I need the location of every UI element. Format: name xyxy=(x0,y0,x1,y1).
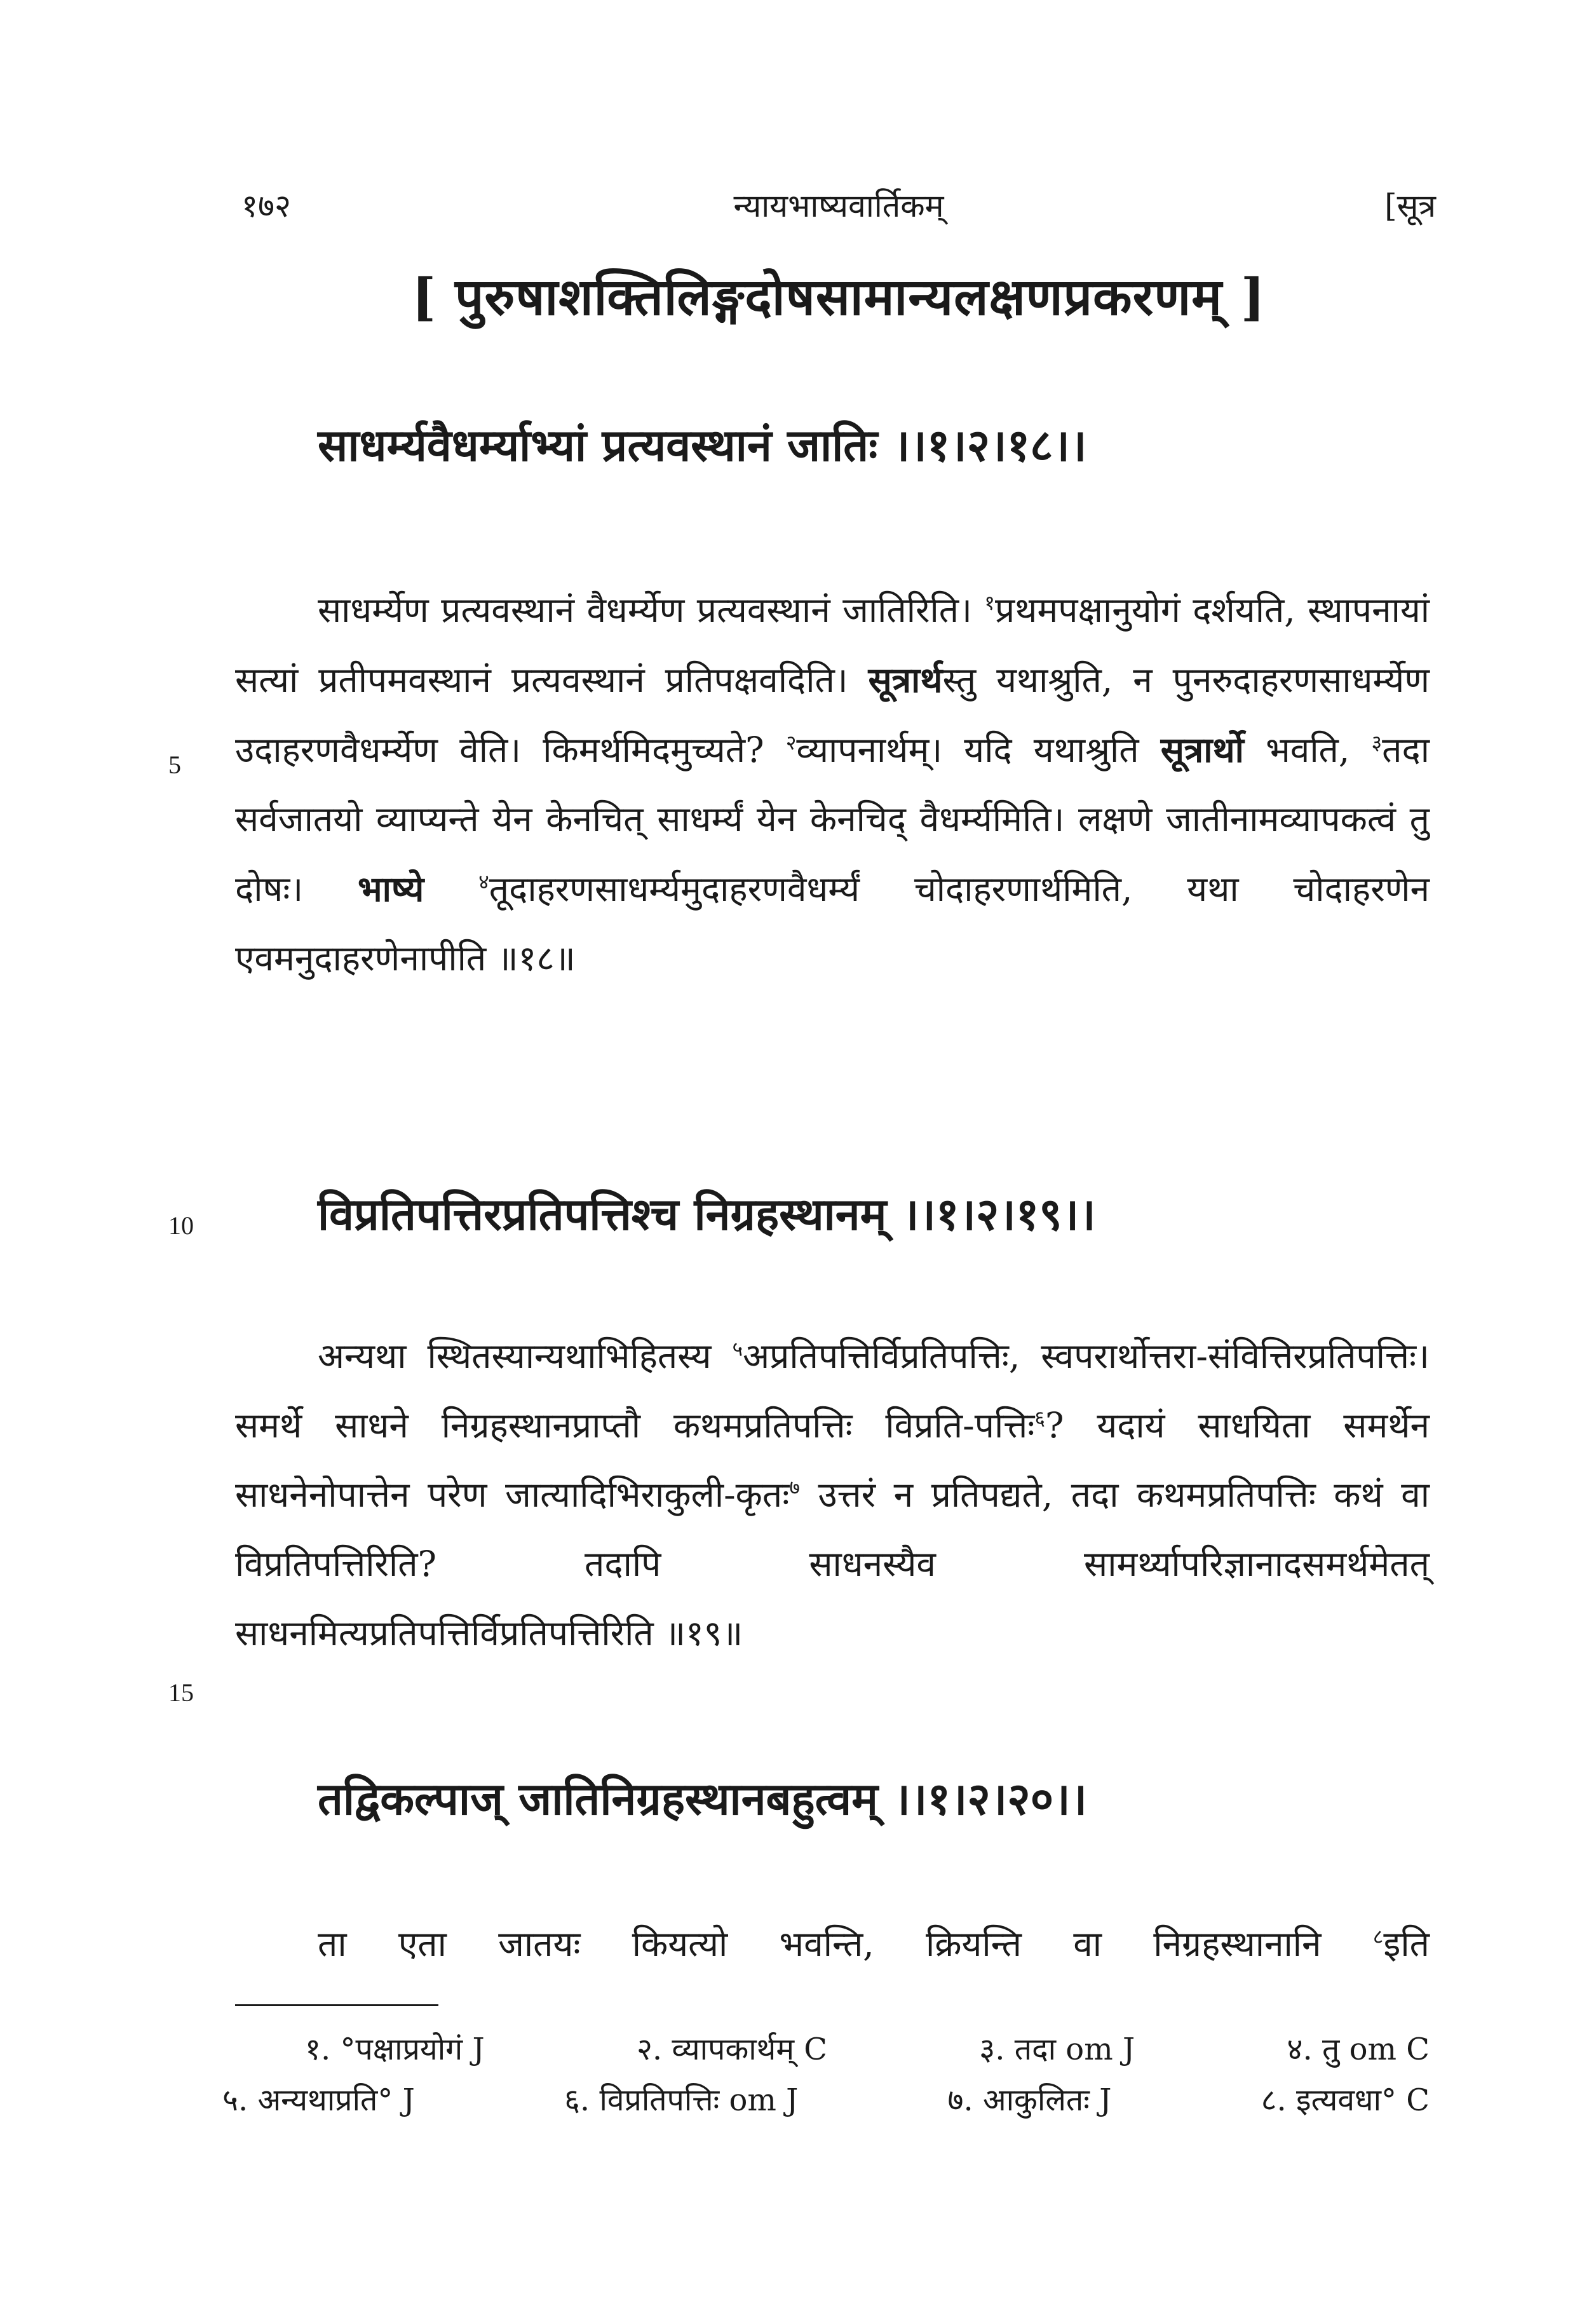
footnote: १. °पक्षाप्रयोगं J xyxy=(305,2032,485,2067)
sutra-18: साधर्म्यवैधर्म्याभ्यां प्रत्यवस्थानं जातिः ।।१।२।१८।। xyxy=(318,419,1087,472)
line-number: 15 xyxy=(168,1678,194,1707)
footnote: ४. तु om C xyxy=(1287,2032,1430,2067)
footnote-row xyxy=(222,2024,1430,2075)
sutra-19: विप्रतिपत्तिरप्रतिपत्तिश्च निग्रहस्थानम् ।।१।२।१९।। xyxy=(318,1188,1096,1240)
footnote-marker: ८ xyxy=(1372,1924,1384,1949)
text-run: उत्तरं न प्रतिपद्यते, तदा कथमप्रतिपत्तिः कथं वा विप्रतिपत्तिरिति? तदापि साधनस्यैव सामर्थ्यापरिज्ञानादसमर्थमेतत् साधनमित्यप्रतिपत्तिर्विप्रतिपत्तिरिति ॥१९॥ xyxy=(235,1474,1430,1653)
footnote: ७. आकुलितः J xyxy=(947,2082,1112,2118)
text-run: इति xyxy=(1383,1924,1430,1964)
footnote: २. व्यापकार्थम् C xyxy=(636,2032,828,2067)
line-number: 10 xyxy=(168,1211,194,1240)
text-run: तदा सर्वजातयो व्याप्यन्ते येन केनचित् साधर्म्यं येन केनचिद् वैधर्म्यमिति। लक्षणे जातीनामव्यापकत्वं तु दोषः। xyxy=(235,730,1430,909)
footnote-marker: ३ xyxy=(1371,730,1383,755)
running-head xyxy=(241,183,1436,240)
bold-term: भाष्ये xyxy=(357,868,424,909)
footnote-marker: १ xyxy=(984,590,995,615)
footnotes xyxy=(222,2024,1430,2126)
sutra-20: तद्विकल्पाज् जातिनिग्रहस्थानबहुत्वम् ।।१।२।२०।। xyxy=(318,1772,1088,1825)
footnote-marker: ७ xyxy=(789,1475,800,1500)
commentary-18 xyxy=(235,576,1430,993)
text-run: प्रथमपक्षानुयोगं दर्शयति, स्थापनायां सत्यां प्रतीपमवस्थानं प्रत्यवस्थानं प्रतिपक्षवदिति। xyxy=(235,590,1430,700)
bold-term: सूत्रार्थो xyxy=(1160,729,1244,770)
footnote-marker: ५ xyxy=(732,1336,743,1361)
footnote-marker: ६ xyxy=(1034,1406,1045,1430)
book-title: न्यायभाष्यवार्तिकम् xyxy=(733,187,944,224)
text-run: ता एता जातयः कियत्यो भवन्ति, क्रियन्ति वा निग्रहस्थानानि xyxy=(318,1924,1373,1964)
text-run xyxy=(424,869,478,909)
text-run: अप्रतिपत्तिर्विप्रतिपत्तिः, स्वपरार्थोत्तरा-संवित्तिरप्रतिपत्तिः। समर्थे साधने निग्रहस्थानप्राप्तौ कथमप्रतिपत्तिः विप्रति-पत्तिः xyxy=(235,1336,1430,1446)
footnote: ३. तदा om J xyxy=(979,2032,1135,2067)
page-number: १७२ xyxy=(241,187,291,224)
footnote-row xyxy=(222,2075,1430,2126)
commentary-19 xyxy=(235,1322,1430,1668)
text-run: साधर्म्येण प्रत्यवस्थानं वैधर्म्येण प्रत्यवस्थानं जातिरिति। xyxy=(318,590,985,630)
footnote: ६. विप्रतिपत्तिः om J xyxy=(564,2082,799,2118)
footnote-rule xyxy=(235,2004,438,2006)
bold-term: सूत्रार्थ xyxy=(868,659,943,700)
prakarana-heading: [ पुरुषाशक्तिलिङ्गदोषसामान्यलक्षणप्रकरणम् ] xyxy=(412,267,1266,327)
footnote: ५. अन्यथाप्रति° J xyxy=(222,2082,415,2118)
text-run: अन्यथा स्थितस्यान्यथाभिहितस्य xyxy=(318,1336,733,1376)
footnote: ८. इत्यवधा° C xyxy=(1261,2082,1430,2118)
section-marker: [सूत्र xyxy=(1384,187,1436,224)
line-number: 5 xyxy=(168,750,181,779)
text-run: तूदाहरणसाधर्म्यमुदाहरणवैधर्म्यं चोदाहरणार्थमिति, यथा चोदाहरणेन एवमनुदाहरणेनापीति ॥१८॥ xyxy=(235,869,1430,979)
text-run: स्तु यथाश्रुति, न पुनरुदाहरणसाधर्म्येण उदाहरणवैधर्म्येण वेति। किमर्थमिदमुच्यते? xyxy=(235,660,1430,770)
text-run: व्यापनार्थम्। यदि यथाश्रुति xyxy=(796,730,1161,770)
commentary-20 xyxy=(235,1910,1430,1979)
footnote-marker: २ xyxy=(785,730,797,755)
footnote-marker: ४ xyxy=(478,869,489,894)
text-run: ? यदायं साधयिता समर्थेन साधनेनोपात्तेन परेण जात्यादिभिराकुली-कृतः xyxy=(235,1405,1430,1515)
text-run: भवति, xyxy=(1243,730,1372,770)
